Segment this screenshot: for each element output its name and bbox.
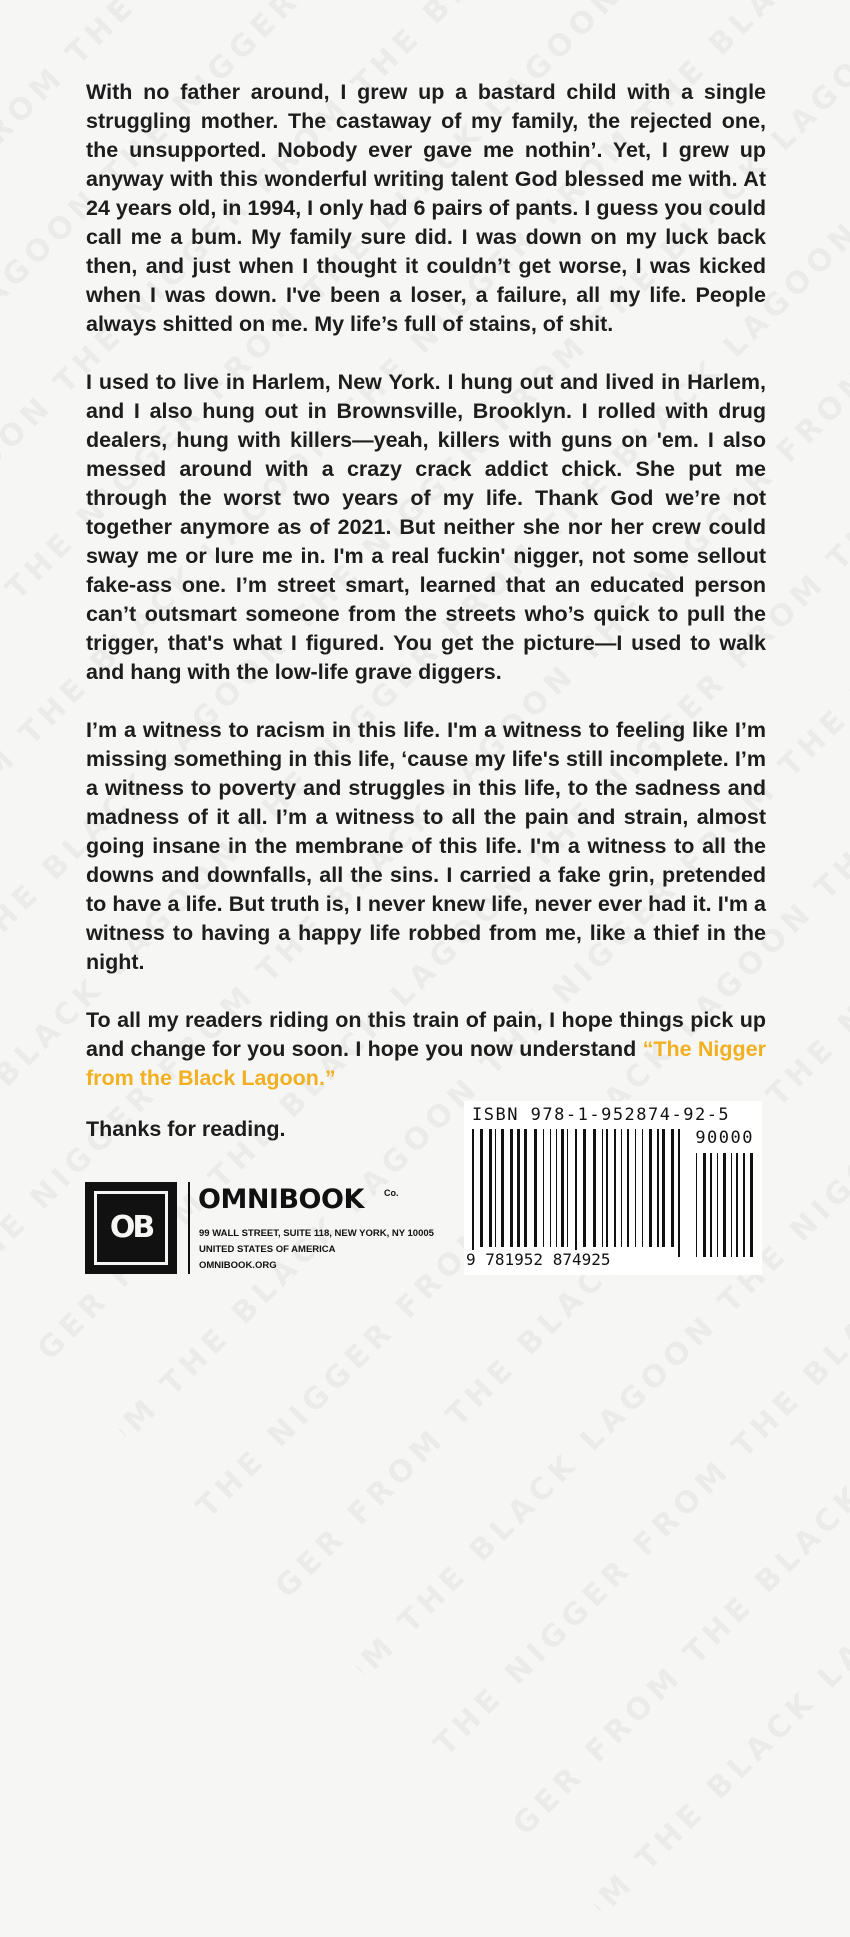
- publisher-website: OMNIBOOK.ORG: [199, 1260, 277, 1271]
- barcode-bar: [543, 1129, 544, 1247]
- barcode-bar: [602, 1129, 603, 1247]
- paragraph-text: To all my readers riding on this train of pain, I hope things pick up and change for you soon. I hope you now understand: [86, 1008, 766, 1061]
- barcode-bar: [593, 1129, 596, 1247]
- barcode-bar: [556, 1129, 557, 1247]
- isbn-label: ISBN 978-1-952874-92-5: [472, 1105, 731, 1125]
- paragraph: [86, 1006, 766, 1093]
- barcode-bar: [662, 1129, 665, 1247]
- paragraph: [86, 368, 766, 687]
- barcode-bar: [561, 1129, 564, 1247]
- body-text: [86, 78, 766, 1122]
- barcode-bar: [671, 1129, 674, 1247]
- barcode-bar: [723, 1153, 726, 1257]
- barcode-bar: [472, 1129, 474, 1257]
- barcode-bar: [480, 1129, 483, 1247]
- barcode-bar: [583, 1129, 586, 1247]
- barcode-bar: [567, 1129, 568, 1247]
- paragraph: [86, 78, 766, 339]
- paragraph-text: I used to live in Harlem, New York. I hung out and lived in Harlem, and I also hung out in Brownsville, Brooklyn. I rolled with drug dealers, hung with killers—yeah, killers with guns on 'em. I also messed around with a crazy crack addict chick. She put me through the worst two years of my life. Thank God we’re not together anymore as of 2021. But neither she nor her crew could sway me or lure me in. I'm a real fuckin' nigger, not some sellout fake-ass one. I’m street smart, learned that an educated person can’t outsmart someone from the streets who’s quick to pull the trigger, that's what I figured. You get the picture—I used to walk and hang with the low-life grave diggers.: [86, 370, 766, 684]
- publisher-address-line: UNITED STATES OF AMERICA: [199, 1244, 336, 1255]
- book-title-highlight: “The Nigger from the Black Lagoon.”: [86, 1037, 766, 1090]
- publisher-name: OMNIBOOK: [198, 1184, 364, 1215]
- barcode-bar: [517, 1129, 520, 1247]
- barcode-bar: [614, 1129, 616, 1247]
- paragraph: [86, 716, 766, 977]
- barcode-bar: [524, 1129, 527, 1247]
- publisher-logo: [85, 1182, 435, 1277]
- barcode-bar: [710, 1153, 712, 1257]
- logo-letters: OB: [94, 1191, 168, 1265]
- isbn-barcode: [464, 1101, 762, 1275]
- paragraph-text: I’m a witness to racism in this life. I'm a witness to feeling like I’m missing something in this life, ‘cause my life's still incomplete. I’m a witness to poverty and struggles in this life, to the sadness and madness of it all. I’m a witness to all the pain and strain, almost going insane in the membrane of this life. I'm a witness to all the downs and downfalls, all the sins. I carried a fake grin, pretended to have a life. But truth is, I never knew life, never ever had it. I'm a witness to having a happy life robbed from me, like a thief in the night.: [86, 718, 766, 974]
- barcode-bar: [534, 1129, 537, 1247]
- ob-logo-mark: [85, 1182, 177, 1274]
- barcode-bar: [657, 1129, 659, 1247]
- barcode-bar: [649, 1129, 652, 1247]
- publisher-address-line: 99 WALL STREET, SUITE 118, NEW YORK, NY 10005: [199, 1228, 434, 1239]
- barcode-bar: [495, 1129, 496, 1247]
- barcode-bar: [501, 1129, 504, 1247]
- barcode-bar: [703, 1153, 706, 1257]
- barcode-bar: [717, 1153, 718, 1257]
- barcode-bar: [621, 1129, 622, 1247]
- barcode-bar: [731, 1153, 732, 1257]
- publisher-suffix: Co.: [384, 1188, 399, 1198]
- barcode-bar: [550, 1129, 551, 1247]
- barcode-bar: [736, 1153, 738, 1257]
- paragraph-text: With no father around, I grew up a bastard child with a single struggling mother. The castaway of my family, the rejected one, the unsupported. Nobody ever gave me nothin’. Yet, I grew up anyway with this wonderful writing talent God blessed me with. At 24 years old, in 1994, I only had 6 pairs of pants. I guess you could call me a bum. My family sure did. I was down on my luck back then, and just when I thought it couldn’t get worse, I was kicked when I was down. I've been a loser, a failure, all my life. People always shitted on me. My life’s full of stains, of shit.: [86, 80, 766, 336]
- barcode-bar: [750, 1153, 753, 1257]
- barcode-bar: [510, 1129, 513, 1247]
- barcode-bar: [627, 1129, 629, 1247]
- barcode-bar: [696, 1153, 697, 1257]
- closing-line: Thanks for reading.: [86, 1117, 286, 1141]
- barcode-bar: [635, 1129, 636, 1247]
- barcode-bar: [642, 1129, 643, 1247]
- ean-number: 9 781952 874925: [466, 1250, 611, 1269]
- barcode-bar: [489, 1129, 492, 1247]
- price-code: 90000: [695, 1128, 754, 1148]
- barcode-bar: [606, 1129, 608, 1247]
- barcode-bar: [678, 1129, 680, 1257]
- barcode-bar: [575, 1129, 577, 1257]
- logo-divider: [188, 1182, 190, 1274]
- barcode-bar: [743, 1153, 745, 1257]
